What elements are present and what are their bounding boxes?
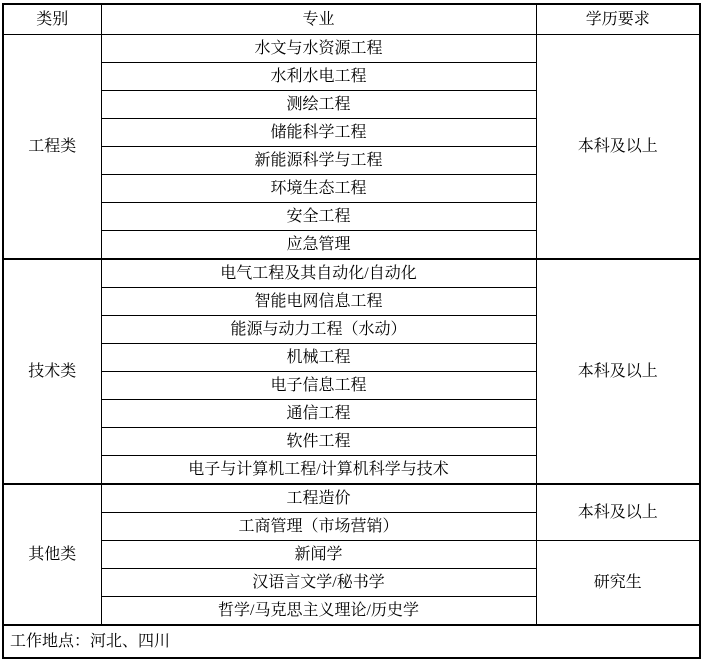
major-cell: 通信工程 [101, 400, 536, 428]
major-cell: 软件工程 [101, 428, 536, 456]
table-footer-row [3, 625, 700, 658]
table-row [3, 259, 700, 288]
header-category-cell: 类别 [3, 4, 101, 35]
major-cell: 智能电网信息工程 [101, 288, 536, 316]
category-cell: 其他类 [3, 484, 101, 625]
category-cell: 技术类 [3, 259, 101, 484]
work-location-cell: 工作地点：河北、四川 [3, 625, 700, 658]
table-row [3, 484, 700, 513]
education-cell: 本科及以上 [536, 259, 700, 484]
major-cell: 哲学/马克思主义理论/历史学 [101, 597, 536, 626]
major-cell: 电气工程及其自动化/自动化 [101, 259, 536, 288]
major-cell: 测绘工程 [101, 91, 536, 119]
header-major-cell: 专业 [101, 4, 536, 35]
major-cell: 新闻学 [101, 541, 536, 569]
major-cell: 能源与动力工程（水动） [101, 316, 536, 344]
major-cell: 汉语言文学/秘书学 [101, 569, 536, 597]
major-cell: 应急管理 [101, 231, 536, 260]
major-cell: 环境生态工程 [101, 175, 536, 203]
majors-requirements-table [2, 3, 701, 659]
major-cell: 电子与计算机工程/计算机科学与技术 [101, 456, 536, 485]
major-cell: 水文与水资源工程 [101, 35, 536, 63]
major-cell: 安全工程 [101, 203, 536, 231]
education-cell: 研究生 [536, 541, 700, 626]
major-cell: 机械工程 [101, 344, 536, 372]
education-cell: 本科及以上 [536, 484, 700, 541]
table-header-row [3, 4, 700, 35]
table-row [3, 541, 700, 569]
education-cell: 本科及以上 [536, 35, 700, 260]
major-cell: 储能科学工程 [101, 119, 536, 147]
major-cell: 新能源科学与工程 [101, 147, 536, 175]
table-row [3, 35, 700, 63]
major-cell: 工程造价 [101, 484, 536, 513]
major-cell: 水利水电工程 [101, 63, 536, 91]
category-cell: 工程类 [3, 35, 101, 260]
major-cell: 电子信息工程 [101, 372, 536, 400]
major-cell: 工商管理（市场营销） [101, 513, 536, 541]
header-education-cell: 学历要求 [536, 4, 700, 35]
